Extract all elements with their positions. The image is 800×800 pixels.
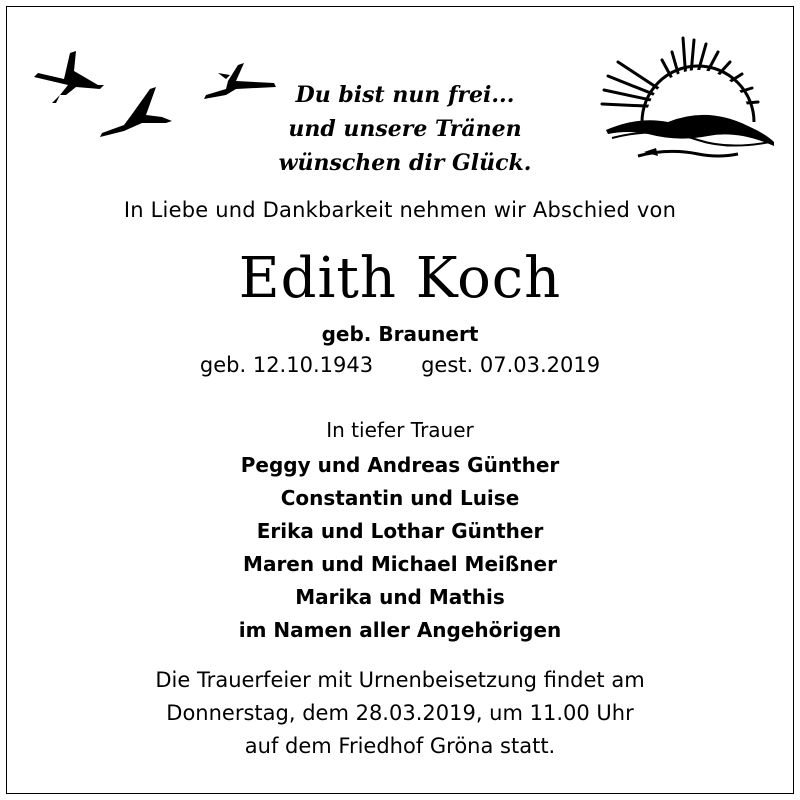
- mourner-line: Maren und Michael Meißner: [243, 552, 557, 576]
- funeral-line-3: auf dem Friedhof Gröna statt.: [244, 734, 556, 758]
- funeral-line-1: Die Trauerfeier mit Urnenbeisetzung findet am: [155, 668, 645, 692]
- flying-birds-icon: [30, 45, 280, 145]
- mourners-list: [0, 449, 800, 647]
- memorial-quote: [250, 78, 560, 180]
- funeral-line-2: Donnerstag, dem 28.03.2019, um 11.00 Uhr: [166, 701, 634, 725]
- funeral-info: [0, 664, 800, 763]
- mourner-line: Constantin und Luise: [280, 486, 520, 510]
- maiden-name: geb. Braunert: [321, 322, 479, 346]
- death-date: gest. 07.03.2019: [421, 353, 601, 377]
- quote-line-1: Du bist nun frei...: [295, 82, 515, 108]
- mourning-label: In tiefer Trauer: [326, 418, 474, 442]
- mourner-line: Erika und Lothar Günther: [256, 519, 544, 543]
- mourner-line: im Namen aller Angehörigen: [238, 618, 562, 642]
- quote-line-2: und unsere Tränen: [288, 116, 522, 142]
- deceased-name: Edith Koch: [238, 246, 562, 311]
- life-dates: [0, 353, 800, 377]
- mourner-line: Marika und Mathis: [295, 585, 505, 609]
- quote-line-3: wünschen dir Glück.: [278, 150, 532, 176]
- mourner-line: Peggy und Andreas Günther: [240, 453, 560, 477]
- intro-text: In Liebe und Dankbarkeit nehmen wir Abschied von: [123, 198, 677, 222]
- sunset-hills-icon: [598, 30, 778, 170]
- birth-date: geb. 12.10.1943: [199, 353, 374, 377]
